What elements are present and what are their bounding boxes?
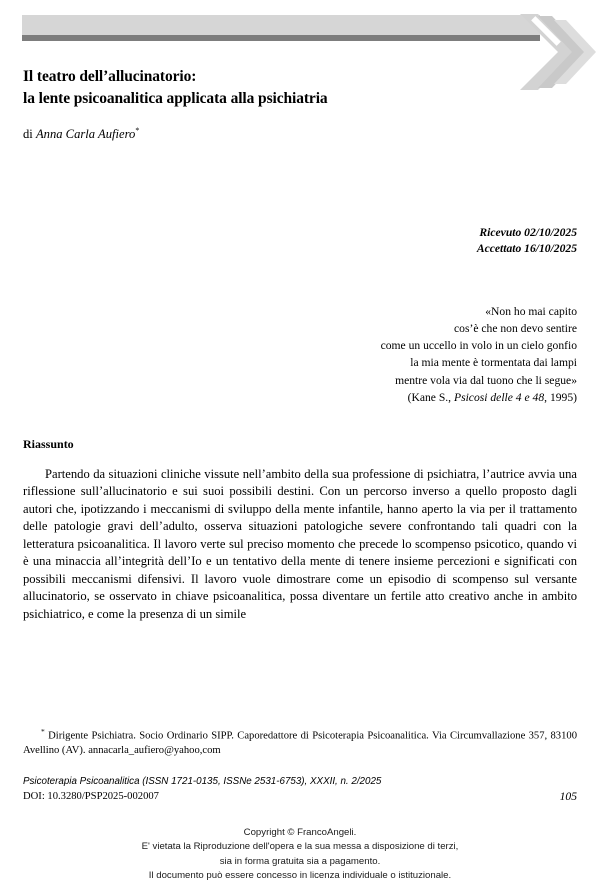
epigraph-attribution <box>381 389 577 406</box>
received-date: Ricevuto 02/10/2025 <box>479 226 577 239</box>
footnote-marker: * <box>41 727 45 736</box>
title-line-1: Il teatro dell’allucinatorio: <box>23 68 197 86</box>
copyright-line: Il documento può essere concesso in licenza individuale o istituzionale. <box>148 870 452 882</box>
author-name: Anna Carla Aufiero <box>35 127 136 142</box>
footnote-text: Dirigente Psichiatra. Socio Ordinario SIPP. Caporedattore di Psicoterapia Psicoanalitica. Via Circumvallazione 357, 83100 Avellino (AV). annacarla_aufiero@yahoo,com <box>23 730 577 756</box>
journal-info-line: Psicoterapia Psicoanalitica (ISSN 1721-0135, ISSNe 2531-6753), XXXII, n. 2/2025 <box>23 776 382 787</box>
page-title <box>23 66 563 110</box>
epigraph-line: cos’è che non devo sentire <box>454 322 577 336</box>
copyright-line: sia in forma gratuita sia a pagamento. <box>219 855 381 867</box>
epigraph-line: mentre vola via dal tuono che li segue» <box>395 373 577 387</box>
attribution-suffix: , 1995) <box>544 390 577 404</box>
copyright-line: E' vietata la Riproduzione dell'opera e la sua messa a disposizione di terzi, <box>141 841 459 853</box>
abstract-body: Partendo da situazioni cliniche vissute nell’ambito della sua professione di psichiatra, l’autrice avvia una riflessione sull’allucinatorio e sui suoi possibili destini. Con un percorso inverso a quello proposto dagli autori che, ipotizzando i meccanismi di sviluppo della mente infantile, hanno aperto la via per il trattamento delle patologie gravi dell’adulto, osserva situazioni patologiche severe confrontando tali quadri con la letteratura psicoanalitica. Il lavoro verte sul preciso momento che precede lo scompenso psicotico, quando vi è una minaccia all’integrità dell’Io e un tentativo della mente di tenere insieme percezioni e significati con possibili meccanismi difensivi. Il lavoro vuole dimostrare come un episodio di scompenso sul versante allucinatorio, se osservato in chiave psicoanalitica, possa diventare un fertile atto creativo anche in ambito psichiatrico, e come la presenza di un simile <box>23 467 577 621</box>
attribution-work-title: Psicosi delle 4 e 48 <box>453 390 545 404</box>
epigraph-line: «Non ho mai capito <box>485 305 577 318</box>
epigraph-line: la mia mente è tormentata dai lampi <box>410 356 577 370</box>
title-line-2: la lente psicoanalitica applicata alla psichiatria <box>23 90 328 108</box>
banner-light-bar <box>22 15 540 35</box>
doi-line: DOI: 10.3280/PSP2025-002007 <box>23 791 159 802</box>
page-number: 105 <box>559 790 577 803</box>
epigraph-line: come un uccello in volo in un cielo gonfio <box>380 339 577 353</box>
abstract-heading: Riassunto <box>23 437 74 451</box>
author-footnote-marker: * <box>135 126 140 135</box>
copyright-footer <box>0 826 600 884</box>
banner-dark-bar <box>22 35 540 41</box>
accepted-date: Accettato 16/10/2025 <box>476 242 577 256</box>
attribution-prefix: (Kane S., <box>407 390 454 404</box>
byline-prefix: di <box>23 127 36 142</box>
submission-dates <box>477 225 577 258</box>
epigraph-quote <box>381 303 577 406</box>
copyright-line: Copyright © FrancoAngeli. <box>243 827 357 838</box>
byline <box>23 126 139 142</box>
author-footnote <box>23 727 577 758</box>
